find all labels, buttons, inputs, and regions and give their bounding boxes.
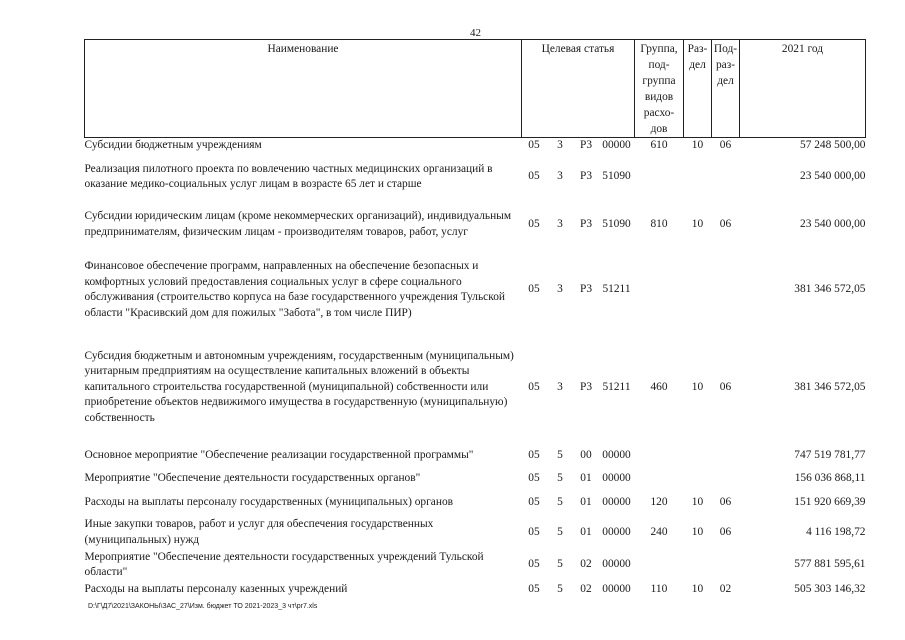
row-article-subprogram: 5 — [557, 558, 563, 571]
header-subsection: Под- раз- дел — [712, 40, 740, 138]
row-article-subprogram: 3 — [557, 217, 563, 230]
row-name: Основное мероприятие "Обеспечение реализации государственной программы" — [84, 448, 474, 461]
row-article-subprogram: 3 — [557, 380, 563, 393]
row-article-subprogram: 3 — [557, 283, 563, 296]
table-row — [85, 491, 866, 516]
row-section: 10 — [691, 139, 704, 151]
row-article-subprogram: 5 — [557, 496, 563, 509]
row-article-event: Р3 — [579, 170, 593, 183]
row-section: 10 — [691, 525, 704, 538]
row-article-program: 05 — [528, 525, 540, 538]
row-article-direction: 51090 — [602, 217, 631, 230]
row-expense-group — [635, 550, 684, 581]
header-section: Раз- дел — [684, 40, 712, 138]
row-section: 10 — [691, 217, 704, 230]
row-article-program: 05 — [528, 170, 540, 183]
row-article-program: 05 — [528, 380, 540, 393]
row-expense-group: 460 — [650, 380, 668, 393]
table-row — [85, 138, 866, 154]
row-article-direction: 00000 — [602, 139, 631, 151]
table-row — [85, 468, 866, 491]
row-expense-group: 810 — [650, 217, 668, 230]
row-expense-group: 240 — [650, 525, 668, 538]
budget-table — [84, 39, 866, 599]
row-expense-group: 610 — [650, 139, 668, 151]
row-expense-group — [635, 154, 684, 201]
table-row — [85, 249, 866, 332]
table-row — [85, 332, 866, 444]
row-section: 10 — [691, 496, 704, 509]
row-section — [684, 154, 712, 201]
row-section: 10 — [691, 380, 704, 393]
row-article-event: 02 — [580, 558, 592, 571]
row-article-event: 01 — [580, 525, 592, 538]
row-article-event: 01 — [580, 472, 592, 485]
row-article-program: 05 — [528, 496, 540, 509]
row-article-program: 05 — [528, 283, 540, 296]
row-subsection — [712, 468, 740, 491]
row-subsection: 06 — [719, 525, 732, 538]
row-article-direction: 00000 — [602, 525, 631, 538]
row-article-subprogram: 5 — [557, 525, 563, 538]
row-amount: 4 116 198,72 — [806, 525, 866, 538]
row-article-event: Р3 — [579, 283, 593, 296]
row-amount: 23 540 000,00 — [800, 217, 866, 230]
row-article-subprogram: 5 — [557, 472, 563, 485]
row-article-direction: 00000 — [602, 496, 631, 509]
row-article-program: 05 — [528, 582, 540, 595]
table-row — [85, 201, 866, 249]
row-article-event: Р3 — [579, 380, 593, 393]
row-article-direction: 00000 — [602, 472, 631, 485]
row-article-subprogram: 5 — [557, 582, 563, 595]
row-article-subprogram: 3 — [557, 170, 563, 183]
row-amount: 23 540 000,00 — [800, 170, 866, 183]
page-number: 42 — [470, 27, 481, 39]
table-row — [85, 550, 866, 581]
row-amount: 57 248 500,00 — [800, 139, 866, 151]
row-section — [684, 444, 712, 468]
row-amount: 505 303 146,32 — [794, 582, 866, 595]
row-article-direction: 51211 — [602, 283, 631, 296]
row-subsection — [712, 249, 740, 332]
row-subsection — [712, 550, 740, 581]
row-section: 10 — [691, 582, 704, 595]
row-subsection: 06 — [719, 139, 732, 151]
file-path-footer: D:\Г\Д7\2021\ЗАКОНЫ\ЗАС_27\Изм. бюджет ТО 2021-2023_3 чт\pr7.xls — [88, 603, 318, 610]
row-article-program: 05 — [528, 139, 540, 151]
row-name: Мероприятие "Обеспечение деятельности государственных учреждений Тульской области" — [84, 550, 484, 578]
header-year: 2021 год — [740, 40, 866, 138]
row-amount: 381 346 572,05 — [794, 283, 866, 296]
row-article-event: Р3 — [579, 139, 593, 151]
row-name: Расходы на выплаты персоналу государственных (муниципальных) органов — [84, 496, 454, 509]
row-subsection: 02 — [719, 582, 732, 595]
row-article-program: 05 — [528, 472, 540, 485]
row-article-event: Р3 — [579, 217, 593, 230]
header-name: Наименование — [85, 40, 522, 138]
row-article-program: 05 — [528, 217, 540, 230]
row-article-event: 02 — [580, 582, 592, 595]
row-article-program: 05 — [528, 558, 540, 571]
row-amount: 747 519 781,77 — [794, 448, 866, 461]
row-subsection: 06 — [719, 496, 732, 509]
row-name: Финансовое обеспечение программ, направленных на обеспечение безопасных и комфортных условий предоставления социальных услуг в сфере социального обслуживания (строительство корпуса на базе государственного учреждения Тульской области "Красивский дом для пожилых "Забота", в том числе ПИР) — [84, 260, 505, 319]
row-subsection — [712, 154, 740, 201]
table-body — [85, 138, 866, 599]
row-amount: 156 036 868,11 — [794, 472, 866, 485]
row-name: Субсидии бюджетным учреждениям — [84, 139, 262, 151]
header-target-article: Целевая статья — [522, 40, 635, 138]
table-row — [85, 444, 866, 468]
row-subsection: 06 — [719, 380, 732, 393]
row-article-event: 01 — [580, 496, 592, 509]
table-row — [85, 154, 866, 201]
row-subsection: 06 — [719, 217, 732, 230]
row-amount: 577 881 595,61 — [794, 558, 866, 571]
row-expense-group — [635, 249, 684, 332]
row-name: Реализация пилотного проекта по вовлечению частных медицинских организаций в оказание медико-социальных услуг лицам в возрасте 65 лет и старше — [84, 162, 493, 190]
row-expense-group — [635, 468, 684, 491]
row-article-event: 00 — [580, 448, 592, 461]
row-article-direction: 51211 — [602, 380, 631, 393]
table-row — [85, 581, 866, 599]
row-section — [684, 249, 712, 332]
row-subsection — [712, 444, 740, 468]
row-expense-group — [635, 444, 684, 468]
row-article-direction: 00000 — [602, 448, 631, 461]
row-article-direction: 51090 — [602, 170, 631, 183]
row-article-direction: 00000 — [602, 558, 631, 571]
row-name: Субсидия бюджетным и автономным учреждениям, государственным (муниципальным) унитарным предприятиям на осуществление капитальных вложений в объекты капитального строительства государственной (муниципальной) собственности или приобретение объектов недвижимого имущества в государственную (муниципальную) собственность — [84, 349, 514, 424]
row-amount: 151 920 669,39 — [794, 496, 866, 509]
table-header-row — [85, 40, 866, 138]
table-row — [85, 516, 866, 550]
header-group: Группа, под- группа видов расхо- дов — [635, 40, 684, 138]
row-name: Расходы на выплаты персоналу казенных учреждений — [84, 582, 348, 595]
row-expense-group: 120 — [650, 496, 668, 509]
row-article-subprogram: 5 — [557, 448, 563, 461]
row-amount: 381 346 572,05 — [794, 380, 866, 393]
row-name: Мероприятие "Обеспечение деятельности государственных органов" — [84, 472, 421, 485]
row-article-program: 05 — [528, 448, 540, 461]
row-section — [684, 468, 712, 491]
row-section — [684, 550, 712, 581]
row-article-direction: 00000 — [602, 582, 631, 595]
row-name: Иные закупки товаров, работ и услуг для обеспечения государственных (муниципальных) нужд — [84, 518, 434, 546]
row-expense-group: 110 — [650, 582, 668, 595]
row-article-subprogram: 3 — [557, 139, 563, 151]
row-name: Субсидии юридическим лицам (кроме некоммерческих организаций), индивидуальным предпринимателям, физическим лицам - производителям товаров, работ, услуг — [84, 210, 512, 238]
